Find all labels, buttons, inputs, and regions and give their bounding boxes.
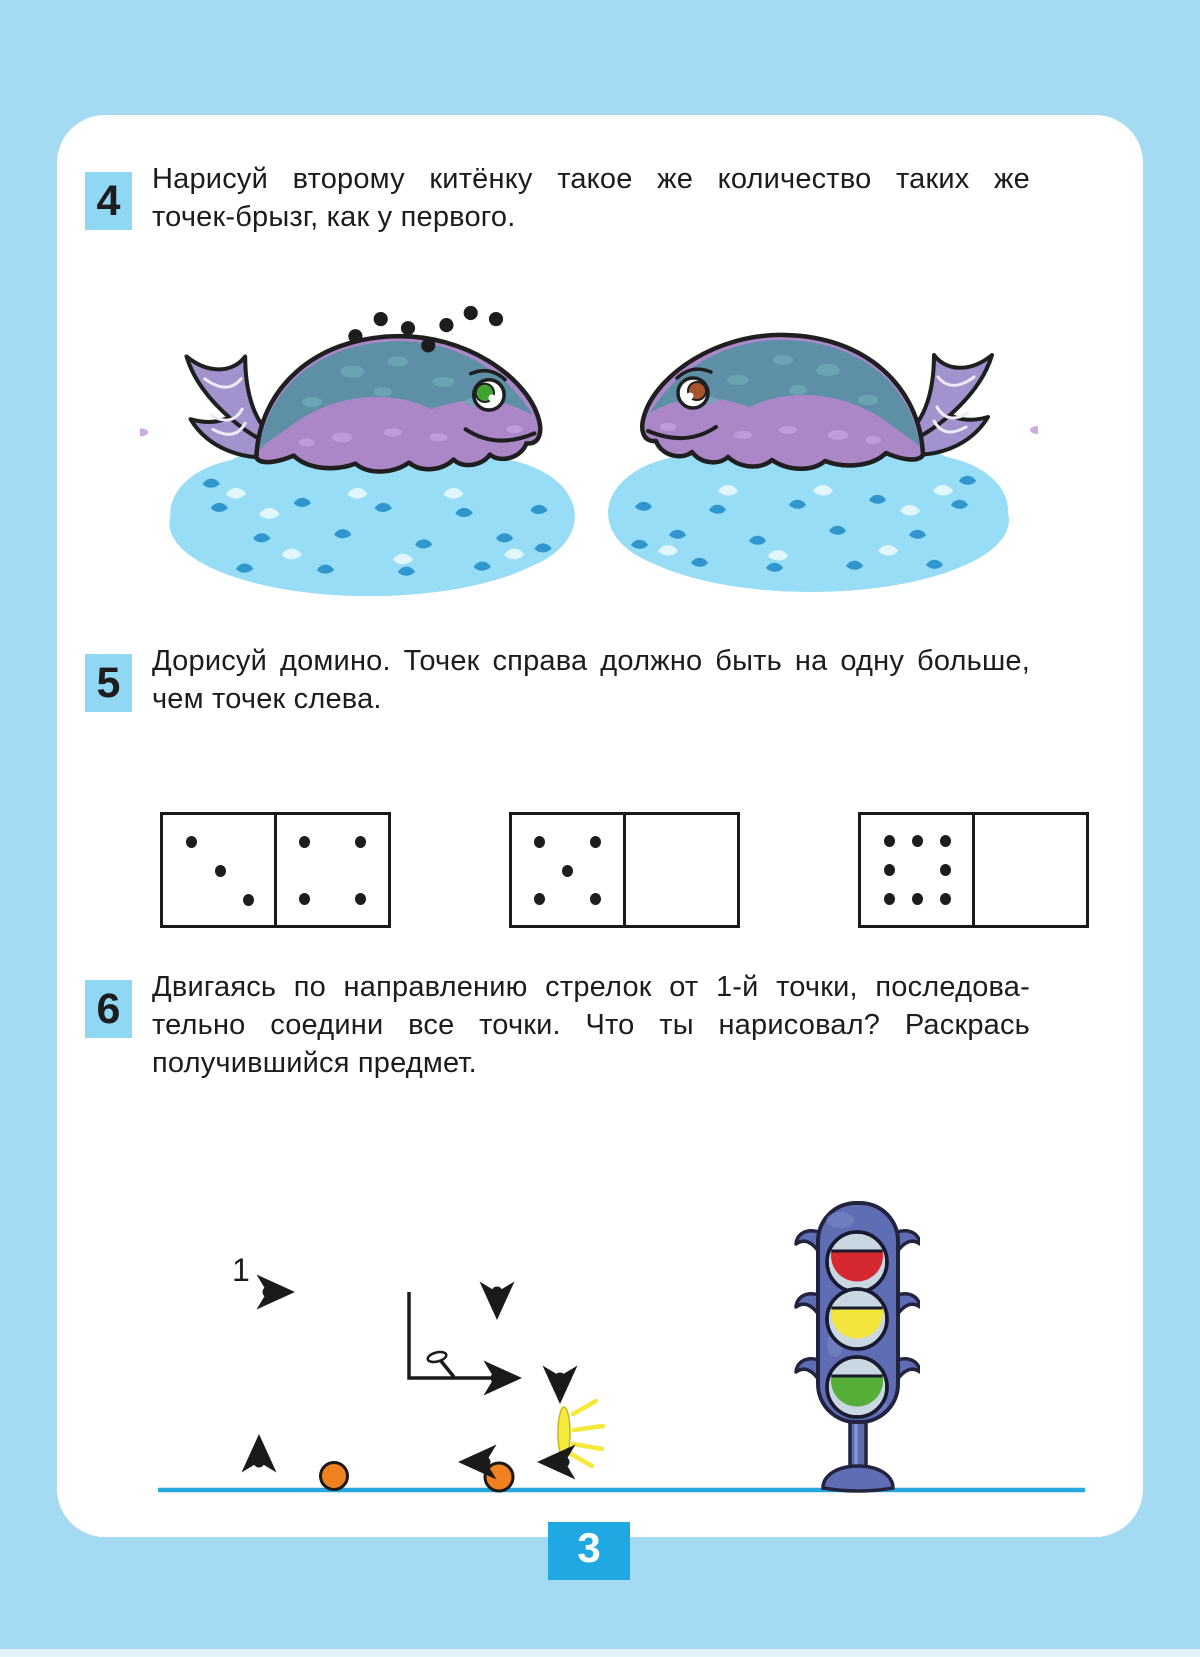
domino-pip — [912, 835, 923, 847]
domino-divider — [972, 815, 975, 925]
domino-pip — [562, 865, 573, 877]
task-6-number: 6 — [96, 984, 121, 1033]
domino-pip — [884, 893, 895, 905]
task-6-line-3: получившийся предмет. — [152, 1047, 477, 1079]
domino-pip — [243, 894, 254, 906]
traffic-light-illustration — [790, 1195, 920, 1495]
whale-illustration-left — [140, 295, 585, 600]
page-number-box — [548, 1522, 630, 1580]
domino-pip — [215, 865, 226, 877]
domino-pip — [940, 835, 951, 847]
domino-3 — [858, 812, 1089, 928]
domino-pip — [355, 836, 366, 848]
domino-pip — [590, 893, 601, 905]
domino-divider — [623, 815, 626, 925]
domino-pip — [355, 893, 366, 905]
task-5-text — [152, 642, 1030, 718]
domino-pip — [299, 893, 310, 905]
domino-divider — [274, 815, 277, 925]
handle-ellipse — [427, 1350, 448, 1363]
task-5-number: 5 — [96, 658, 121, 707]
domino-pip — [534, 893, 545, 905]
task-6-badge — [85, 980, 132, 1038]
wheel — [485, 1463, 513, 1491]
task-4-line-2: точек-брызг, как у первого. — [152, 201, 516, 233]
task-6-line-2: тельно соедини все точки. Что ты нарисовал? Раскрась — [152, 1009, 1030, 1041]
task-5-badge — [85, 654, 132, 712]
domino-1 — [160, 812, 391, 928]
domino-2 — [509, 812, 740, 928]
domino-pip — [186, 836, 197, 848]
red-light — [827, 1232, 887, 1292]
page-number: 3 — [577, 1524, 601, 1571]
task-4-badge — [85, 172, 132, 230]
corner-lines — [409, 1292, 492, 1378]
task-4-number: 4 — [96, 176, 121, 225]
task-4-text — [152, 160, 1030, 236]
puzzle-start-label: 1 — [232, 1252, 250, 1288]
headlight — [558, 1401, 603, 1466]
domino-pip — [884, 864, 895, 876]
puzzle-dot — [263, 1287, 274, 1298]
handle-stick — [441, 1361, 454, 1377]
green-light — [827, 1357, 887, 1417]
whale-illustration-right — [598, 295, 1038, 595]
domino-pip — [940, 893, 951, 905]
domino-pip — [299, 836, 310, 848]
yellow-light — [827, 1289, 887, 1349]
task-6-line-1: Двигаясь по направлению стрелок от 1-й точки, последова- — [152, 971, 1030, 1003]
dot-to-dot-puzzle — [140, 1230, 1090, 1500]
page-bottom-edge — [0, 1649, 1200, 1657]
domino-pip — [912, 893, 923, 905]
domino-pip — [534, 836, 545, 848]
traffic-light-base — [823, 1466, 893, 1491]
domino-pip — [884, 835, 895, 847]
task-6-text — [152, 968, 1030, 1082]
domino-pip — [940, 864, 951, 876]
traffic-light-pole — [850, 1420, 866, 1470]
domino-pip — [590, 836, 601, 848]
task-5-line-2: чем точек слева. — [152, 683, 382, 715]
task-5-line-1: Дорисуй домино. Точек справа должно быть на одну больше, — [152, 645, 1030, 677]
wheel — [321, 1463, 348, 1490]
task-4-line-1: Нарисуй второму китёнку такое же количество таких же — [152, 163, 1030, 195]
